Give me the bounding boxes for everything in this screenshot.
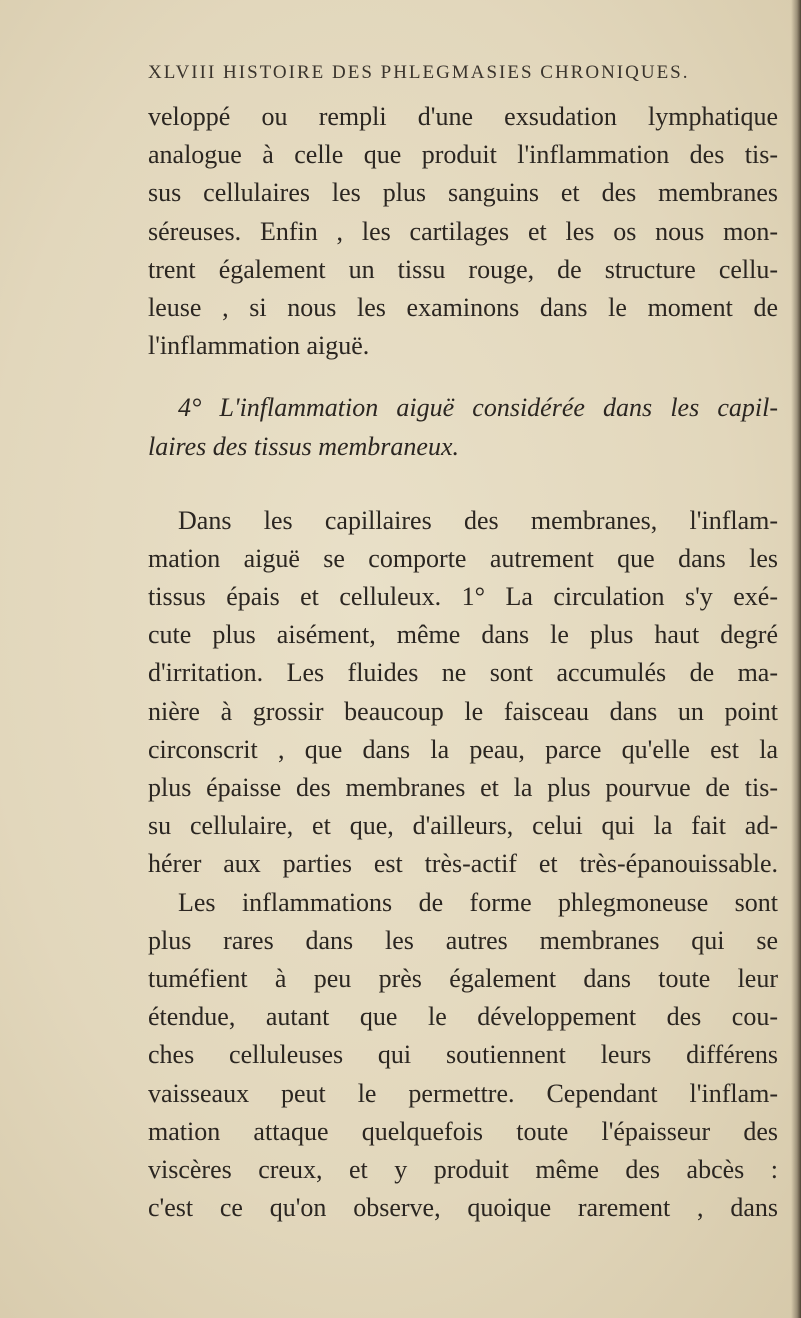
paragraph-3: [148, 884, 778, 1228]
text-line: circonscrit , que dans la peau, parce qu'elle est la: [148, 734, 778, 764]
page-edge-shadow: [791, 0, 801, 1318]
text-line: plus épaisse des membranes et la plus pourvue de tis-: [148, 773, 778, 802]
spacer: [148, 466, 778, 502]
text-line: su cellulaire, et que, d'ailleurs, celui qui la fait ad-: [148, 811, 778, 841]
text-line: sus cellulaires les plus sanguins et des membranes: [148, 178, 778, 208]
text-line: plus rares dans les autres membranes qui se: [148, 925, 778, 955]
text-line: vaisseaux peut le permettre. Cependant l'inflam-: [148, 1078, 778, 1108]
text-line: Dans les capillaires des membranes, l'inflam-: [178, 505, 778, 535]
paragraph-2: [148, 502, 778, 884]
text-line: hérer aux parties est très-actif et très-épanouissable.: [148, 849, 778, 879]
text-line: mation aiguë se comporte autrement que dans les: [148, 543, 778, 573]
text-line: analogue à celle que produit l'inflammation des tis-: [148, 140, 778, 170]
text-line: séreuses. Enfin , les cartilages et les os nous mon-: [148, 216, 778, 246]
heading-line: 4° L'inflammation aiguë considérée dans les capil-: [178, 393, 778, 423]
text-line: nière à grossir beaucoup le faisceau dans un point: [148, 696, 778, 726]
text-line: l'inflammation aiguë.: [148, 331, 370, 361]
text-line: ches celluleuses qui soutiennent leurs différens: [148, 1040, 778, 1070]
text-line: d'irritation. Les fluides ne sont accumulés de ma-: [148, 658, 778, 688]
text-line: veloppé ou rempli d'une exsudation lymphatique: [148, 102, 778, 131]
text-line: viscères creux, et y produit même des abcès :: [148, 1154, 778, 1184]
running-head: XLVIII HISTOIRE DES PHLEGMASIES CHRONIQUES.: [148, 62, 690, 83]
text-line: tuméfient à peu près également dans toute leur: [148, 963, 778, 993]
text-line: mation attaque quelquefois toute l'épaisseur des: [148, 1116, 778, 1146]
text-line: leuse , si nous les examinons dans le moment de: [148, 292, 778, 322]
text-line: étendue, autant que le développement des cou-: [148, 1002, 778, 1032]
text-line: Les inflammations de forme phlegmoneuse sont: [178, 887, 778, 917]
section-heading: [148, 389, 778, 465]
text-line: c'est ce qu'on observe, quoique rarement , dans: [148, 1193, 778, 1223]
text-line: trent également un tissu rouge, de structure cellu-: [148, 254, 778, 284]
text-line: tissus épais et celluleux. 1° La circulation s'y exé-: [148, 582, 778, 612]
page-body: [148, 98, 778, 1227]
paragraph-1: [148, 98, 778, 365]
heading-line: laires des tissus membraneux.: [148, 431, 460, 461]
spacer: [148, 365, 778, 389]
text-line: cute plus aisément, même dans le plus haut degré: [148, 620, 778, 650]
